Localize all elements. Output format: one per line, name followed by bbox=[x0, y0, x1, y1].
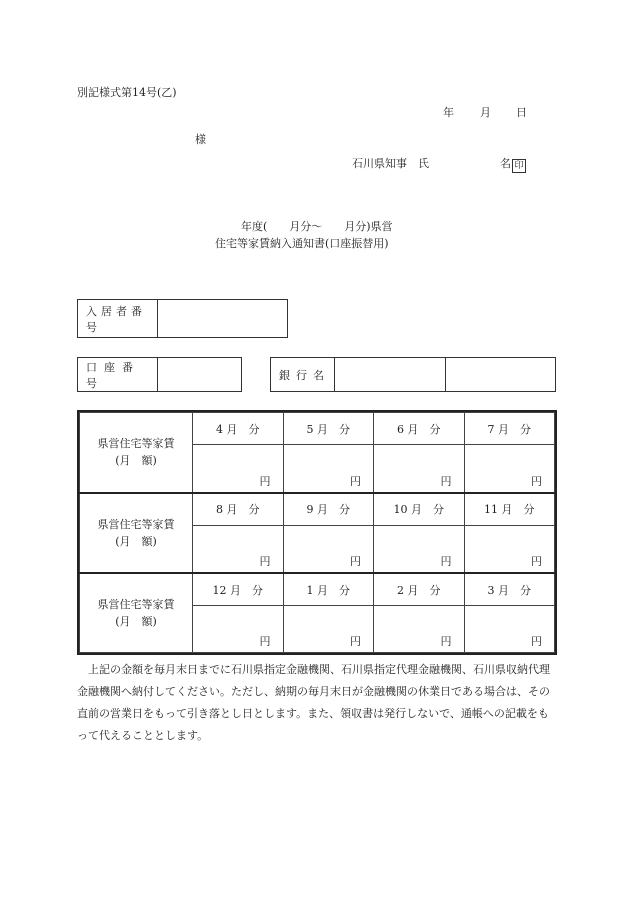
title-line2: 住宅等家賃納入通知書(口座振替用) bbox=[215, 237, 389, 250]
month-cell: 4 月 分 bbox=[193, 413, 284, 445]
month-cell: 12 月 分 bbox=[193, 573, 284, 606]
amount-cell: 円 bbox=[283, 525, 374, 573]
title-month-to: 月分)県営 bbox=[344, 220, 393, 233]
amount-cell: 円 bbox=[283, 606, 374, 653]
issuer-name-suffix: 名 bbox=[500, 157, 511, 170]
amount-cell: 円 bbox=[464, 525, 555, 573]
issuer-title: 石川県知事 氏 bbox=[352, 157, 429, 170]
month-cell: 1 月 分 bbox=[283, 573, 374, 606]
month-cell: 9 月 分 bbox=[283, 493, 374, 526]
title-month-from: 月分〜 bbox=[289, 220, 323, 233]
month-cell: 10 月 分 bbox=[374, 493, 465, 526]
account-number-box bbox=[77, 357, 242, 392]
issuer-name bbox=[500, 155, 526, 173]
resident-number-box bbox=[77, 299, 288, 338]
amount-cell: 円 bbox=[193, 525, 284, 573]
rent-table bbox=[77, 410, 557, 655]
date-year-label: 年 bbox=[443, 106, 454, 119]
payment-note: 上記の金額を毎月末日までに石川県指定金融機関、石川県指定代理金融機関、石川県収納代理金融機関へ納付してください。ただし、納期の毎月末日が金融機関の休業日である場合は、その直前の営業日をもって引き落とし日とします。また、領収書は発行しないで、通帳への記載をもって代えることとします。 bbox=[77, 663, 550, 742]
month-cell: 6 月 分 bbox=[374, 413, 465, 445]
rent-row-label: 県営住宅等家賃 (月 額) bbox=[80, 493, 193, 574]
date-month-label: 月 bbox=[480, 106, 491, 119]
addressee-suffix: 様 bbox=[195, 133, 206, 146]
date-day-label: 日 bbox=[516, 106, 527, 119]
amount-cell: 円 bbox=[464, 445, 555, 493]
seal-mark: 印 bbox=[512, 159, 526, 173]
amount-cell: 円 bbox=[374, 525, 465, 573]
amount-cell: 円 bbox=[283, 445, 374, 493]
resident-number-label: 入居者番号 bbox=[78, 300, 158, 337]
bank-name-label: 銀行名 bbox=[271, 358, 335, 391]
amount-cell: 円 bbox=[193, 606, 284, 653]
rent-row-label: 県営住宅等家賃 (月 額) bbox=[80, 413, 193, 493]
amount-cell: 円 bbox=[374, 445, 465, 493]
month-cell: 7 月 分 bbox=[464, 413, 555, 445]
form-number: 別記様式第14号(乙) bbox=[77, 86, 177, 99]
month-cell: 2 月 分 bbox=[374, 573, 465, 606]
amount-cell: 円 bbox=[464, 606, 555, 653]
month-cell: 8 月 分 bbox=[193, 493, 284, 526]
amount-cell: 円 bbox=[374, 606, 465, 653]
month-cell: 5 月 分 bbox=[283, 413, 374, 445]
bank-divider bbox=[445, 358, 446, 391]
month-cell: 3 月 分 bbox=[464, 573, 555, 606]
account-number-label: 口座番号 bbox=[78, 358, 158, 391]
title-line1 bbox=[241, 218, 393, 234]
rent-row-label: 県営住宅等家賃 (月 額) bbox=[80, 573, 193, 652]
amount-cell: 円 bbox=[193, 445, 284, 493]
title-year: 年度( bbox=[241, 220, 268, 233]
month-cell: 11 月 分 bbox=[464, 493, 555, 526]
bank-name-box bbox=[270, 357, 556, 392]
